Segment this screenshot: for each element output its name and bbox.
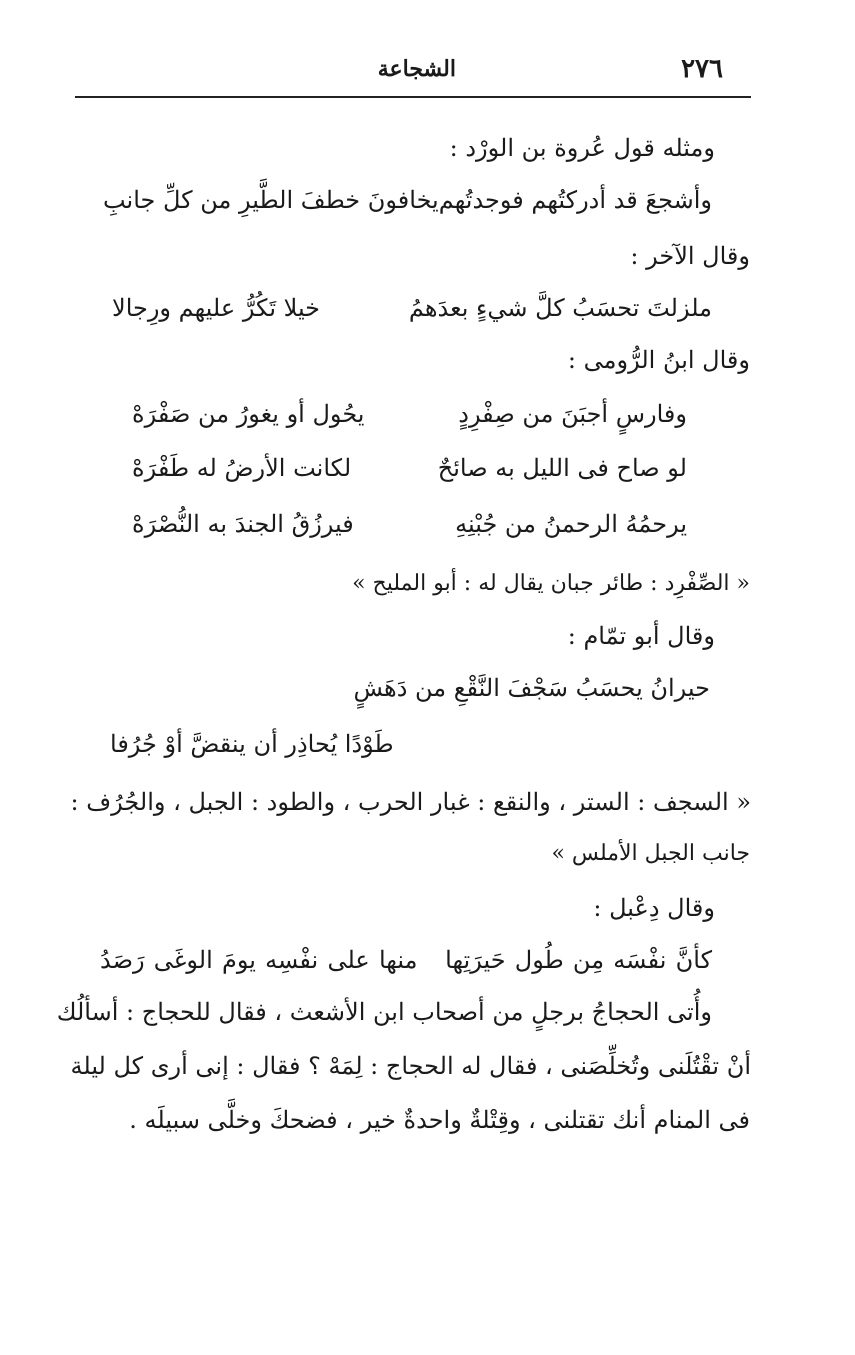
intro-line: وقال ابنُ الرُّومى :	[567, 346, 750, 374]
verse-first-hemistich: لو صاح فى الليل به صائحٌ	[437, 454, 687, 482]
verse-line	[112, 292, 712, 324]
verse-second-hemistich: فيرزُقُ الجندَ به النُّصْرَهْ	[132, 510, 354, 538]
header-rule	[75, 96, 751, 98]
verse-first-hemistich: ملزلتَ تحسَبُ كلَّ شيءٍ بعدَهمُ	[408, 294, 712, 322]
verse-line: كأنَّ نفْسَه مِن طُول حَيرَتِها منها على نفْسِه يومَ الوغَى رَصَدُ	[100, 946, 712, 974]
verse-second-hemistich: يخافونَ خطفَ الطَّيرِ من كلِّ جانبِ	[102, 186, 439, 214]
page-number: ٢٧٦	[681, 54, 723, 84]
intro-line: ومثله قول عُروة بن الورْد :	[449, 134, 715, 162]
verse-line	[132, 398, 687, 430]
verse-first-hemistich: يرحمُهُ الرحمنُ من جُبْنِهِ	[455, 510, 687, 538]
footnote-line: جانب الجبل الأملس »	[551, 841, 750, 866]
verse-second-hemistich: طَوْدًا يُحاذِر أن ينقضَّ أوْ جُرُفا	[110, 730, 394, 758]
verse-line	[102, 184, 712, 216]
verse-first-hemistich: وأشجعَ قد أدركتُهم فوجدتُهم	[438, 186, 712, 214]
intro-line: وقال الآخر :	[630, 242, 750, 270]
footnote-line: « الصِّفْرِد : طائر جبان يقال له : أبو المليح »	[352, 571, 750, 596]
verse-first-hemistich: وفارسٍ أجبَنَ من صِفْرِدٍ	[458, 400, 687, 428]
verse-line	[132, 452, 687, 484]
intro-line: وقال دِعْبل :	[593, 894, 715, 922]
verse-second-hemistich: يحُول أو يغورُ من صَفْرَهْ	[132, 400, 365, 428]
paragraph-line: أنْ تقْتُلَنى وتُخلِّصَنى ، فقال له الحجاج : لِمَهْ ؟ فقال : إنى أرى كل ليلة	[70, 1052, 751, 1080]
paragraph-line: فى المنام أنك تقتلنى ، وقِتْلةٌ واحدةٌ خير ، فضحكَ وخلَّى سبيلَه .	[129, 1106, 750, 1134]
page-header	[75, 52, 751, 92]
verse-first-hemistich: حيرانُ يحسَبُ سَجْفَ النَّقْعِ من دَهَشٍ	[353, 674, 710, 702]
verse-second-hemistich: لكانت الأرضُ له طَفْرَهْ	[132, 454, 352, 482]
footnote-line: « السجف : الستر ، والنقع : غبار الحرب ، والطود : الجبل ، والجُرُف :	[70, 788, 751, 816]
running-title: الشجاعة	[377, 56, 456, 82]
intro-line: وقال أبو تمّام :	[567, 622, 715, 650]
paragraph-line: وأُتى الحجاجُ برجلٍ من أصحاب ابن الأشعث ، فقال للحجاج : أسألُك	[56, 998, 712, 1026]
verse-second-hemistich: خيلا تَكُرُّ عليهم ورِجالا	[112, 294, 321, 322]
verse-line	[132, 508, 687, 540]
